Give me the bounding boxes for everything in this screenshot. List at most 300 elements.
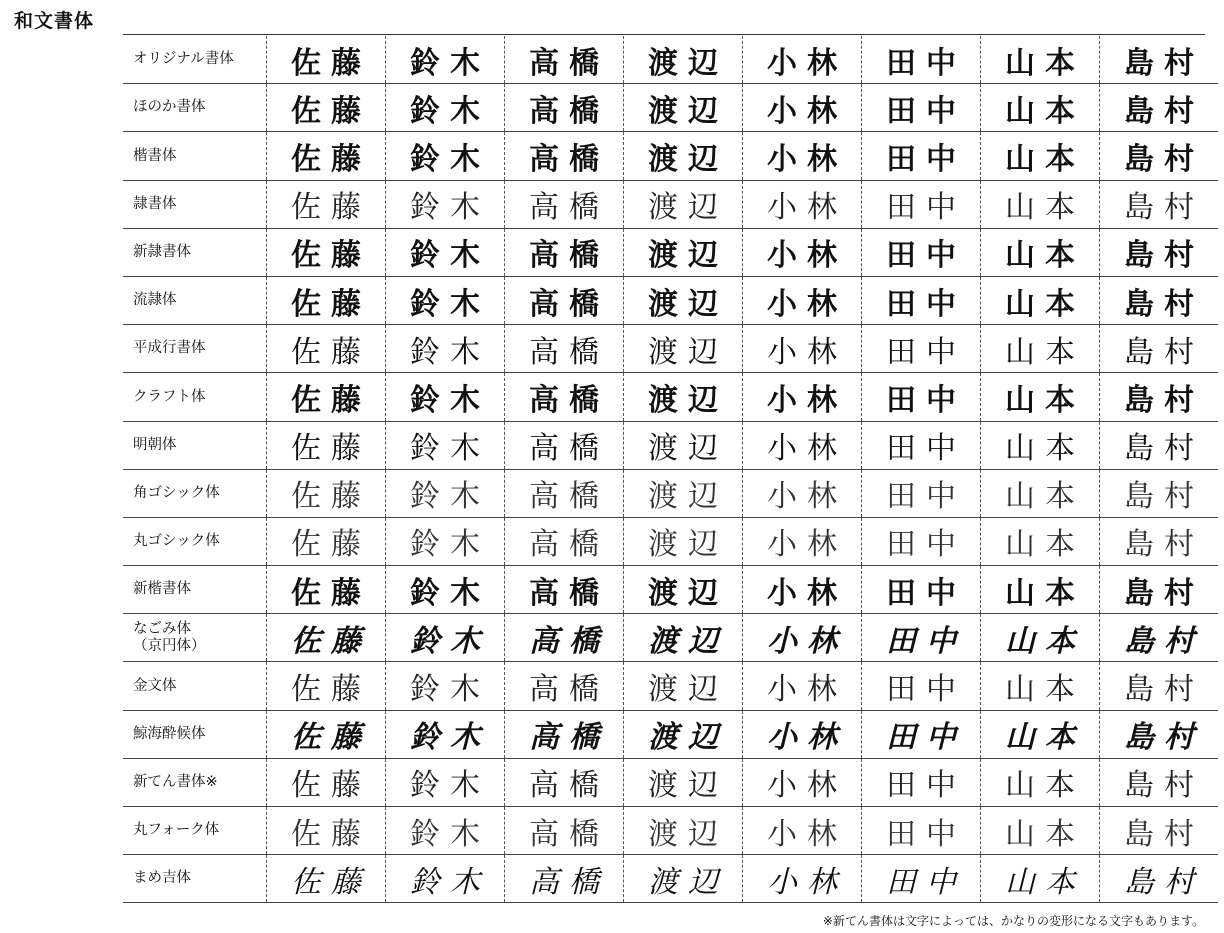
sample-cell (386, 36, 505, 84)
sample-name-text: 島村 (1124, 334, 1204, 370)
sample-name-text: 田中 (886, 528, 966, 562)
sample-name-text: 高橋 (529, 334, 609, 370)
sample-cell (624, 614, 743, 662)
sample-name-text: 島村 (1124, 141, 1204, 177)
sample-cell (743, 228, 862, 276)
font-row (123, 614, 1218, 662)
sample-cell (624, 84, 743, 132)
sample-name-text: 島村 (1124, 575, 1204, 611)
sample-name-text: 小林 (767, 817, 847, 851)
sample-cell (981, 36, 1100, 84)
sample-name-text: 山本 (1005, 190, 1085, 226)
font-name-label: 丸ゴシック体 (123, 517, 267, 565)
sample-name-text: 島村 (1124, 623, 1204, 659)
sample-cell (862, 132, 981, 180)
font-name-label: 新てん書体※ (123, 758, 267, 806)
sample-cell (1100, 132, 1219, 180)
sample-name-text: 鈴木 (410, 768, 490, 804)
sample-cell (981, 469, 1100, 517)
sample-name-text: 島村 (1124, 93, 1204, 129)
sample-name-text: 小林 (767, 93, 847, 129)
sample-name-text: 小林 (767, 720, 847, 756)
sample-name-text: 山本 (1005, 480, 1085, 514)
sample-name-text: 佐藤 (291, 528, 371, 562)
sample-name-text: 高橋 (529, 575, 609, 611)
sample-name-text: 田中 (886, 141, 966, 177)
sample-cell (624, 276, 743, 324)
sample-name-text: 島村 (1124, 431, 1204, 467)
font-name-label: 流隷体 (123, 276, 267, 324)
font-row (123, 710, 1218, 758)
sample-name-text: 小林 (767, 864, 847, 900)
sample-cell (743, 325, 862, 373)
sample-cell (386, 517, 505, 565)
sample-name-text: 山本 (1005, 93, 1085, 129)
sample-cell (743, 469, 862, 517)
sample-name-text: 山本 (1005, 575, 1085, 611)
font-name-label: 明朝体 (123, 421, 267, 469)
sample-cell (386, 614, 505, 662)
sample-cell (743, 276, 862, 324)
sample-cell (386, 180, 505, 228)
sample-cell (1100, 758, 1219, 806)
sample-cell (981, 517, 1100, 565)
sample-cell (505, 758, 624, 806)
sample-cell (862, 276, 981, 324)
sample-cell (505, 662, 624, 710)
sample-name-text: 鈴木 (410, 431, 490, 467)
sample-name-text: 山本 (1005, 528, 1085, 562)
sample-name-text: 渡辺 (648, 528, 728, 562)
sample-cell (743, 180, 862, 228)
sample-name-text: 田中 (886, 623, 966, 659)
sample-cell (862, 469, 981, 517)
sample-name-text: 鈴木 (410, 334, 490, 370)
sample-name-text: 田中 (886, 334, 966, 370)
sample-name-text: 田中 (886, 817, 966, 851)
sample-cell (743, 421, 862, 469)
sample-cell (1100, 517, 1219, 565)
sample-name-text: 高橋 (529, 672, 609, 708)
font-row (123, 36, 1218, 84)
sample-cell (624, 36, 743, 84)
sample-cell (981, 855, 1100, 903)
sample-cell (743, 566, 862, 614)
sample-cell (1100, 325, 1219, 373)
sample-name-text: 佐藤 (291, 720, 371, 756)
sample-name-text: 鈴木 (410, 382, 490, 418)
sample-cell (624, 325, 743, 373)
sample-cell (743, 132, 862, 180)
sample-cell (981, 228, 1100, 276)
sample-cell (981, 710, 1100, 758)
sample-name-text: 佐藤 (291, 575, 371, 611)
sample-name-text: 鈴木 (410, 141, 490, 177)
sample-cell (862, 421, 981, 469)
sample-cell (862, 807, 981, 855)
sample-cell (267, 421, 386, 469)
sample-cell (624, 132, 743, 180)
sample-cell (743, 758, 862, 806)
font-name-label: 鯨海酔候体 (123, 710, 267, 758)
sample-name-text: 渡辺 (648, 864, 728, 900)
sample-cell (981, 614, 1100, 662)
sample-name-text: 島村 (1124, 720, 1204, 756)
sample-cell (624, 180, 743, 228)
sample-cell (624, 469, 743, 517)
sample-name-text: 島村 (1124, 382, 1204, 418)
sample-cell (981, 807, 1100, 855)
sample-name-text: 小林 (767, 238, 847, 274)
sample-cell (981, 180, 1100, 228)
font-row (123, 276, 1218, 324)
sample-name-text: 小林 (767, 575, 847, 611)
sample-cell (981, 325, 1100, 373)
sample-name-text: 山本 (1005, 768, 1085, 804)
sample-cell (505, 469, 624, 517)
sample-name-text: 渡辺 (648, 817, 728, 851)
sample-name-text: 島村 (1124, 45, 1204, 81)
sample-name-text: 佐藤 (291, 141, 371, 177)
sample-name-text: 田中 (886, 768, 966, 804)
sample-cell (386, 421, 505, 469)
sample-name-text: 渡辺 (648, 480, 728, 514)
sample-name-text: 小林 (767, 431, 847, 467)
sample-name-text: 小林 (767, 45, 847, 81)
sample-name-text: 山本 (1005, 431, 1085, 467)
sample-name-text: 島村 (1124, 672, 1204, 708)
sample-cell (386, 84, 505, 132)
sample-name-text: 佐藤 (291, 817, 371, 851)
sample-name-text: 田中 (886, 575, 966, 611)
font-row (123, 662, 1218, 710)
sample-cell (862, 758, 981, 806)
sample-name-text: 山本 (1005, 672, 1085, 708)
sample-cell (267, 228, 386, 276)
sample-cell (624, 421, 743, 469)
sample-name-text: 鈴木 (410, 286, 490, 322)
sample-cell (505, 276, 624, 324)
sample-cell (743, 84, 862, 132)
font-row (123, 758, 1218, 806)
font-row (123, 180, 1218, 228)
sample-name-text: 高橋 (529, 768, 609, 804)
sample-name-text: 鈴木 (410, 672, 490, 708)
sample-name-text: 鈴木 (410, 528, 490, 562)
sample-name-text: 島村 (1124, 480, 1204, 514)
font-row (123, 373, 1218, 421)
sample-name-text: 小林 (767, 480, 847, 514)
sample-name-text: 佐藤 (291, 45, 371, 81)
font-name-label: 平成行書体 (123, 325, 267, 373)
sample-name-text: 山本 (1005, 45, 1085, 81)
sample-cell (981, 276, 1100, 324)
sample-cell (862, 855, 981, 903)
sample-name-text: 小林 (767, 286, 847, 322)
sample-name-text: 鈴木 (410, 480, 490, 514)
sample-cell (1100, 373, 1219, 421)
font-row (123, 517, 1218, 565)
font-row (123, 325, 1218, 373)
sample-name-text: 佐藤 (291, 238, 371, 274)
sample-name-text: 田中 (886, 720, 966, 756)
sample-cell (981, 662, 1100, 710)
sample-name-text: 鈴木 (410, 623, 490, 659)
sample-name-text: 鈴木 (410, 238, 490, 274)
sample-cell (624, 758, 743, 806)
sample-cell (267, 758, 386, 806)
sample-cell (624, 517, 743, 565)
sample-name-text: 山本 (1005, 817, 1085, 851)
sample-name-text: 田中 (886, 480, 966, 514)
sample-cell (267, 807, 386, 855)
font-name-label: なごみ体 （京円体） (123, 614, 267, 662)
sample-cell (505, 84, 624, 132)
sample-cell (386, 228, 505, 276)
sample-name-text: 小林 (767, 334, 847, 370)
sample-cell (386, 276, 505, 324)
sample-cell (624, 855, 743, 903)
sample-cell (267, 84, 386, 132)
sample-name-text: 島村 (1124, 528, 1204, 562)
sample-cell (981, 132, 1100, 180)
sample-cell (267, 180, 386, 228)
sample-name-text: 高橋 (529, 286, 609, 322)
sample-cell (505, 710, 624, 758)
sample-name-text: 小林 (767, 528, 847, 562)
sample-cell (624, 662, 743, 710)
sample-cell (267, 36, 386, 84)
sample-name-text: 島村 (1124, 286, 1204, 322)
sample-cell (624, 710, 743, 758)
sample-name-text: 田中 (886, 93, 966, 129)
sample-name-text: 鈴木 (410, 817, 490, 851)
sample-name-text: 田中 (886, 864, 966, 900)
sample-cell (743, 807, 862, 855)
sample-cell (743, 36, 862, 84)
font-name-label: 隷書体 (123, 180, 267, 228)
sample-name-text: 高橋 (529, 190, 609, 226)
sample-cell (267, 469, 386, 517)
sample-cell (981, 421, 1100, 469)
sample-cell (743, 517, 862, 565)
sample-cell (267, 373, 386, 421)
sample-cell (386, 566, 505, 614)
sample-name-text: 田中 (886, 190, 966, 226)
sample-name-text: 高橋 (529, 720, 609, 756)
sample-name-text: 小林 (767, 672, 847, 708)
footnote: ※新てん書体は文字によっては、かなりの変形になる文字もあります。 (822, 914, 1204, 928)
sample-name-text: 渡辺 (648, 334, 728, 370)
sample-name-text: 小林 (767, 190, 847, 226)
sample-cell (981, 758, 1100, 806)
sample-cell (862, 325, 981, 373)
title-rule (123, 34, 1205, 35)
sample-cell (624, 807, 743, 855)
sample-cell (267, 614, 386, 662)
font-row (123, 469, 1218, 517)
sample-cell (386, 373, 505, 421)
sample-cell (386, 710, 505, 758)
sample-name-text: 島村 (1124, 864, 1204, 900)
sample-cell (1100, 469, 1219, 517)
sample-cell (505, 325, 624, 373)
sample-name-text: 渡辺 (648, 575, 728, 611)
sample-name-text: 島村 (1124, 817, 1204, 851)
sample-name-text: 山本 (1005, 864, 1085, 900)
sample-name-text: 山本 (1005, 238, 1085, 274)
sample-name-text: 田中 (886, 238, 966, 274)
sample-name-text: 島村 (1124, 768, 1204, 804)
sample-cell (267, 855, 386, 903)
sample-name-text: 鈴木 (410, 864, 490, 900)
sample-cell (1100, 662, 1219, 710)
sample-cell (862, 662, 981, 710)
sample-cell (981, 84, 1100, 132)
sample-name-text: 小林 (767, 623, 847, 659)
sample-name-text: 山本 (1005, 286, 1085, 322)
sample-cell (386, 469, 505, 517)
font-name-label: 金文体 (123, 662, 267, 710)
sample-name-text: 鈴木 (410, 575, 490, 611)
sample-cell (1100, 614, 1219, 662)
sample-name-text: 小林 (767, 141, 847, 177)
sample-cell (386, 132, 505, 180)
sample-cell (505, 132, 624, 180)
sample-name-text: 高橋 (529, 382, 609, 418)
sample-name-text: 佐藤 (291, 864, 371, 900)
sample-name-text: 高橋 (529, 45, 609, 81)
sample-name-text: 鈴木 (410, 93, 490, 129)
sample-name-text: 渡辺 (648, 141, 728, 177)
sample-cell (386, 662, 505, 710)
sample-cell (862, 710, 981, 758)
sample-name-text: 渡辺 (648, 45, 728, 81)
sample-name-text: 高橋 (529, 528, 609, 562)
sample-cell (862, 614, 981, 662)
font-name-label: まめ吉体 (123, 855, 267, 903)
sample-cell (1100, 566, 1219, 614)
font-sample-table (123, 36, 1218, 903)
sample-name-text: 渡辺 (648, 286, 728, 322)
font-name-label: クラフト体 (123, 373, 267, 421)
sample-name-text: 佐藤 (291, 768, 371, 804)
sample-name-text: 山本 (1005, 141, 1085, 177)
sample-cell (743, 710, 862, 758)
font-name-label: ほのか書体 (123, 84, 267, 132)
sample-cell (267, 566, 386, 614)
sample-name-text: 渡辺 (648, 238, 728, 274)
sample-cell (624, 566, 743, 614)
sample-name-text: 佐藤 (291, 190, 371, 226)
sample-cell (505, 228, 624, 276)
font-name-label: 新隷書体 (123, 228, 267, 276)
sample-name-text: 佐藤 (291, 334, 371, 370)
sample-name-text: 田中 (886, 672, 966, 708)
sample-cell (862, 36, 981, 84)
sample-name-text: 佐藤 (291, 382, 371, 418)
sample-name-text: 高橋 (529, 480, 609, 514)
sample-cell (267, 710, 386, 758)
sample-cell (1100, 180, 1219, 228)
sample-cell (1100, 855, 1219, 903)
font-name-label: 楷書体 (123, 132, 267, 180)
sample-name-text: 高橋 (529, 93, 609, 129)
sample-name-text: 山本 (1005, 382, 1085, 418)
sample-cell (267, 132, 386, 180)
sample-name-text: 山本 (1005, 334, 1085, 370)
sample-cell (1100, 36, 1219, 84)
sample-name-text: 山本 (1005, 623, 1085, 659)
sample-name-text: 高橋 (529, 431, 609, 467)
sample-cell (386, 855, 505, 903)
sample-name-text: 渡辺 (648, 720, 728, 756)
sample-cell (505, 566, 624, 614)
sample-cell (1100, 84, 1219, 132)
sample-name-text: 佐藤 (291, 431, 371, 467)
sample-name-text: 鈴木 (410, 720, 490, 756)
sample-cell (862, 180, 981, 228)
sample-cell (624, 228, 743, 276)
sample-name-text: 渡辺 (648, 672, 728, 708)
sample-name-text: 佐藤 (291, 480, 371, 514)
font-row (123, 807, 1218, 855)
sample-cell (267, 662, 386, 710)
sample-name-text: 田中 (886, 286, 966, 322)
sample-name-text: 渡辺 (648, 190, 728, 226)
sample-cell (505, 855, 624, 903)
font-row (123, 132, 1218, 180)
sample-name-text: 佐藤 (291, 286, 371, 322)
sample-name-text: 渡辺 (648, 382, 728, 418)
sample-cell (862, 228, 981, 276)
sample-name-text: 佐藤 (291, 93, 371, 129)
sample-cell (267, 325, 386, 373)
sample-name-text: 高橋 (529, 141, 609, 177)
sample-cell (386, 758, 505, 806)
sample-name-text: 小林 (767, 768, 847, 804)
sample-cell (386, 807, 505, 855)
sample-cell (981, 566, 1100, 614)
sample-cell (505, 807, 624, 855)
font-row (123, 566, 1218, 614)
sample-name-text: 小林 (767, 382, 847, 418)
sample-cell (743, 373, 862, 421)
sample-cell (505, 373, 624, 421)
sample-name-text: 鈴木 (410, 190, 490, 226)
sample-name-text: 田中 (886, 382, 966, 418)
sample-cell (862, 566, 981, 614)
sample-cell (267, 276, 386, 324)
sample-cell (743, 614, 862, 662)
sample-name-text: 高橋 (529, 238, 609, 274)
font-row (123, 421, 1218, 469)
sample-cell (1100, 276, 1219, 324)
font-row (123, 855, 1218, 903)
sample-name-text: 渡辺 (648, 93, 728, 129)
sample-name-text: 佐藤 (291, 672, 371, 708)
sample-cell (505, 517, 624, 565)
sample-cell (981, 373, 1100, 421)
sample-name-text: 田中 (886, 431, 966, 467)
sample-cell (1100, 710, 1219, 758)
sample-cell (1100, 807, 1219, 855)
sample-cell (386, 325, 505, 373)
sample-cell (1100, 421, 1219, 469)
sample-name-text: 佐藤 (291, 623, 371, 659)
font-row (123, 84, 1218, 132)
sample-name-text: 渡辺 (648, 768, 728, 804)
